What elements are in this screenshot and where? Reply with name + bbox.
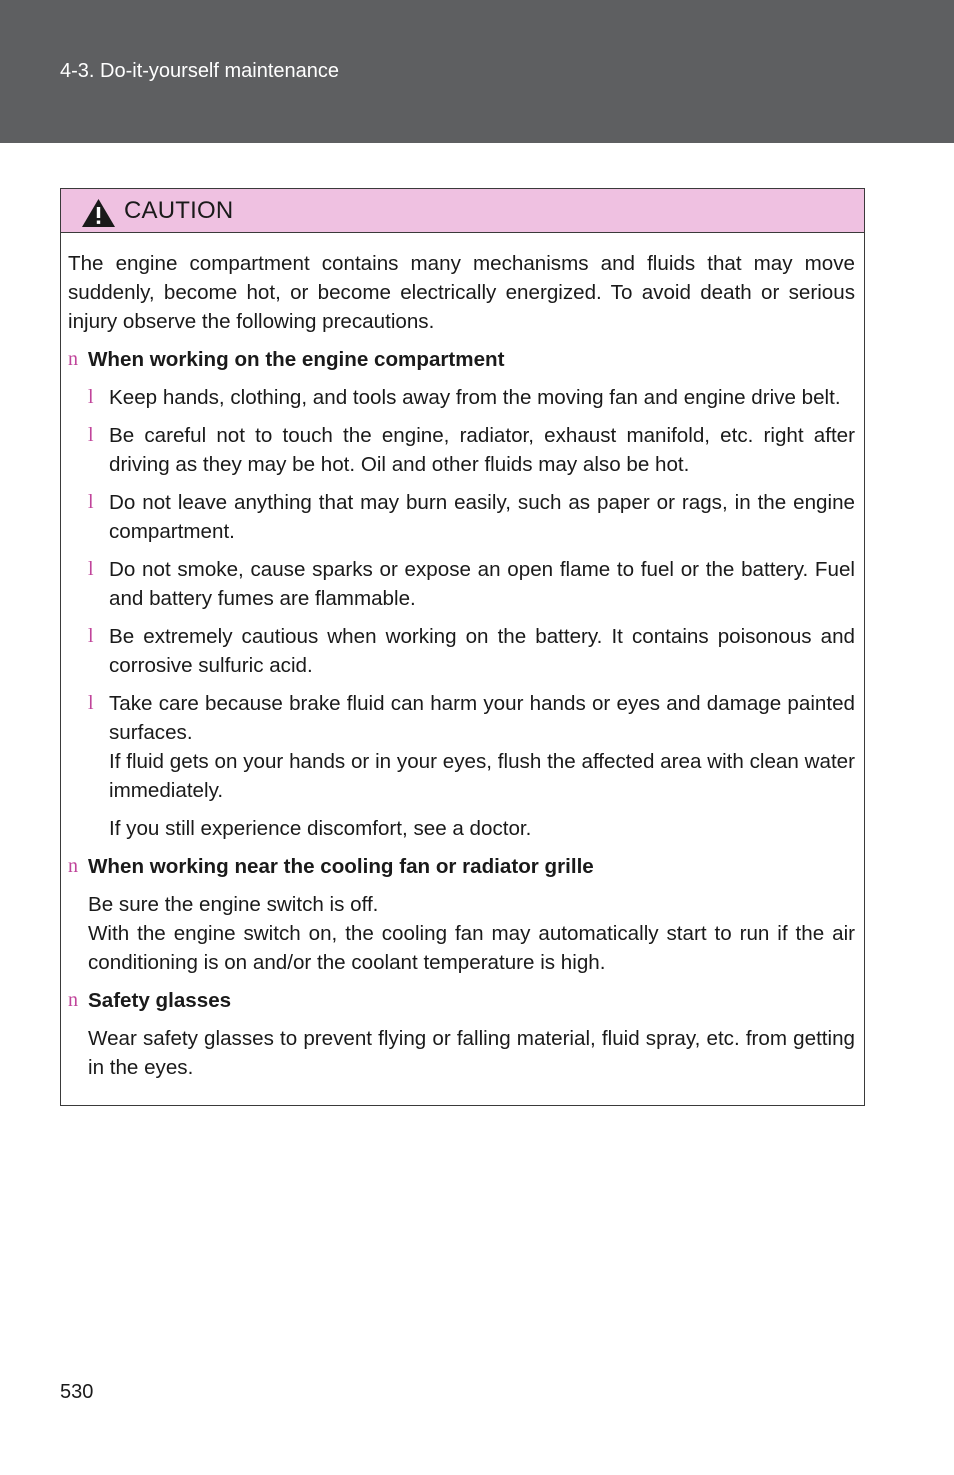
bullet-text: Do not leave anything that may burn easily, such as paper or rags, in the engine compartment. [109, 491, 855, 543]
bullet-text: Do not smoke, cause sparks or expose an open flame to fuel or the battery. Fuel and battery fumes are flammable. [109, 558, 855, 610]
section-body-text: Wear safety glasses to prevent flying or falling material, fluid spray, etc. from getting in the eyes. [88, 1027, 855, 1079]
list-item [88, 421, 855, 479]
list-item [88, 555, 855, 613]
section-title: 4-3. Do-it-yourself maintenance [60, 60, 340, 82]
bullet-text: If fluid gets on your hands or in your eyes, flush the affected area with clean water immediately. [109, 750, 855, 802]
section-heading-text: Safety glasses [88, 989, 232, 1012]
warning-triangle-icon [81, 198, 116, 228]
section-heading-engine-compartment [68, 345, 855, 374]
section-marker: n [68, 989, 78, 1011]
bullet-marker: l [88, 491, 94, 513]
page-number: 530 [60, 1381, 94, 1403]
caution-label: CAUTION [124, 196, 234, 224]
section-marker: n [68, 348, 78, 370]
bullet-marker: l [88, 386, 94, 408]
caution-box [60, 188, 865, 1106]
caution-intro: The engine compartment contains many mechanisms and fluids that may move suddenly, become hot, or become electrically energized. To avoid death or serious injury observe the following precautions. [68, 252, 855, 333]
bullet-text: Be careful not to touch the engine, radiator, exhaust manifold, etc. right after driving as they may be hot. Oil and other fluids may also be hot. [109, 424, 855, 476]
bullet-followup-text: If you still experience discomfort, see a doctor. [109, 817, 532, 840]
section-marker: n [68, 855, 78, 877]
list-item [88, 622, 855, 680]
section-heading-text: When working on the engine compartment [88, 348, 505, 371]
bullet-text: Keep hands, clothing, and tools away from the moving fan and engine drive belt. [109, 386, 841, 409]
list-item [88, 383, 855, 412]
bullet-marker: l [88, 424, 94, 446]
section-heading-safety-glasses [68, 986, 855, 1015]
section-body-text: Be sure the engine switch is off. [88, 893, 379, 916]
bullet-marker: l [88, 625, 94, 647]
section-body [88, 1024, 855, 1082]
bullet-marker: l [88, 558, 94, 580]
bullet-text: Take care because brake fluid can harm your hands or eyes and damage painted surfaces. [109, 692, 855, 744]
bullet-text: Be extremely cautious when working on the battery. It contains poisonous and corrosive sulfuric acid. [109, 625, 855, 677]
list-item [88, 689, 855, 805]
list-item [88, 488, 855, 546]
bullet-marker: l [88, 692, 94, 714]
section-heading-text: When working near the cooling fan or radiator grille [88, 855, 594, 878]
section-heading-cooling-fan [68, 852, 855, 881]
caution-header [61, 189, 864, 233]
caution-body [61, 233, 864, 1082]
section-body [88, 890, 855, 977]
section-body-text: With the engine switch on, the cooling fan may automatically start to run if the air conditioning is on and/or the coolant temperature is high. [88, 922, 855, 974]
